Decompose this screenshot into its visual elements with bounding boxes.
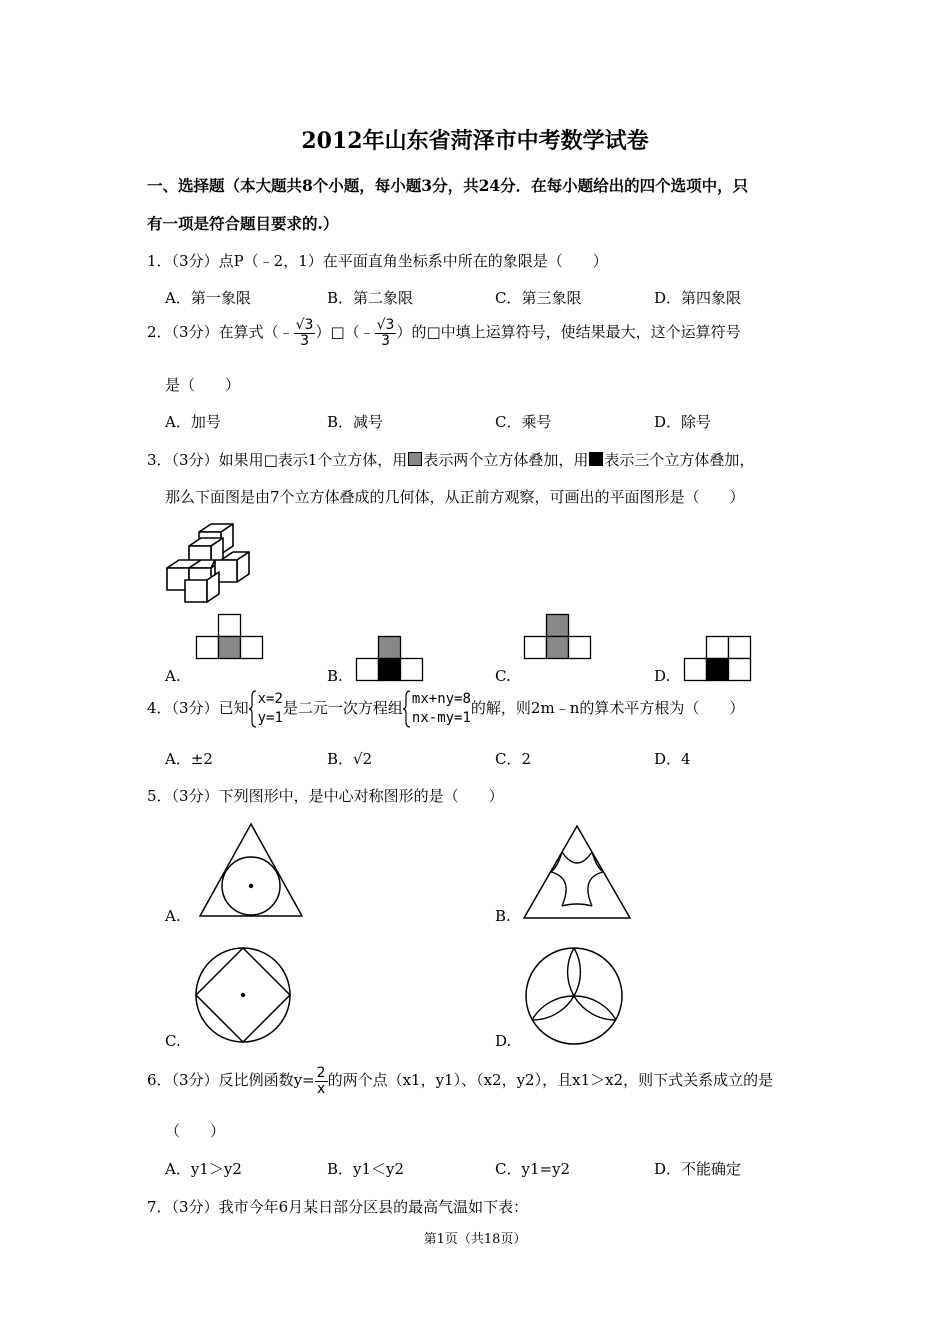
q6-frac-num: 2 [316, 1065, 326, 1081]
q2-stem-line2: 是（ ） [165, 376, 241, 394]
q6-stem-b: 的两个点（x1，y1）、（x2，y2），且x1＞x2，则下式关系成立的是 [327, 1071, 774, 1090]
q2-option-b: B．减号 [327, 413, 384, 431]
q4-sys1-eq2: y=1 [257, 710, 283, 726]
q1-stem: 1．（3分）点P（﹣2，1）在平面直角坐标系中所在的象限是（ ） [147, 252, 608, 270]
q3-cube-solid-figure [165, 522, 255, 604]
section-heading-line1: 一、选择题（本大题共8个小题，每小题3分，共24分．在每小题给出的四个选项中，只 [147, 176, 749, 195]
q2-fraction-2 [375, 318, 397, 348]
q4-option-b: B．√2 [327, 750, 373, 768]
q4-option-c: C．2 [495, 750, 532, 768]
q4-stem [147, 690, 744, 728]
q4-stem-a: 4．（3分）已知 [147, 699, 249, 717]
q5-option-d-figure [524, 946, 624, 1046]
q2-stem-b: ）的□中填上运算符号，使结果最大，这个运算符号 [396, 323, 741, 342]
q6-stem-line2: （ ） [165, 1122, 226, 1140]
q3-stem [147, 449, 754, 470]
q4-sys2-eq2: nx-my=1 [411, 710, 471, 726]
q2-option-c: C．乘号 [495, 413, 552, 431]
q3-option-b-label: B. [327, 667, 343, 685]
q3-option-a-figure [196, 614, 264, 660]
q6-stem [147, 1066, 773, 1096]
q5-option-a-figure [198, 822, 304, 918]
q2-frac1-num: √3 [295, 317, 314, 333]
q2-option-d: D．除号 [654, 413, 712, 431]
q3-stem-b: 表示两个立方体叠加，用 [423, 451, 589, 469]
q6-option-a: A．y1＞y2 [165, 1160, 242, 1178]
q2-frac1-den: 3 [300, 332, 309, 349]
q4-sys1-eq1: x=2 [257, 691, 283, 707]
black-square-icon [589, 452, 603, 466]
page-title: 2012年山东省菏泽市中考数学试卷 [301, 128, 649, 154]
brace-icon [403, 690, 411, 728]
q2-minus-2: ﹣ [359, 323, 375, 342]
q4-system-2 [403, 690, 471, 728]
brace-icon [249, 690, 257, 728]
q1-option-c: C．第三象限 [495, 289, 582, 307]
q6-option-c: C．y1=y2 [495, 1160, 571, 1178]
q1-option-d: D．第四象限 [654, 289, 742, 307]
q2-stem [147, 318, 741, 348]
page-footer: 第1页（共18页） [423, 1232, 527, 1247]
q4-option-d: D．4 [654, 750, 691, 768]
q1-option-b: B．第二象限 [327, 289, 414, 307]
q3-option-c-figure [524, 614, 592, 660]
q3-option-a-label: A. [165, 667, 181, 685]
q5-option-d-label: D. [495, 1032, 512, 1050]
q7-stem: 7．（3分）我市今年6月某日部分区县的最高气温如下表： [147, 1198, 529, 1216]
q2-frac2-den: 3 [381, 332, 391, 349]
q4-option-a: A．±2 [165, 750, 213, 768]
q5-option-b-figure [522, 824, 632, 920]
q1-option-a: A．第一象限 [165, 289, 251, 307]
q4-sys2-eq1: mx+ny=8 [411, 691, 471, 707]
q5-stem: 5．（3分）下列图形中，是中心对称图形的是（ ） [147, 787, 504, 805]
q3-option-d-figure [684, 636, 752, 682]
gray-square-icon [408, 452, 422, 466]
q3-option-c-label: C. [495, 667, 511, 685]
q5-option-c-figure [194, 946, 292, 1044]
q5-option-b-label: B. [495, 907, 511, 925]
q2-minus-1: ﹣ [278, 323, 294, 342]
q4-system-1 [249, 690, 283, 728]
q6-stem-a: 6．（3分）反比例函数y= [147, 1071, 315, 1090]
q2-frac2-num: √3 [376, 317, 395, 333]
q5-option-a-label: A. [165, 907, 181, 925]
q6-option-b: B．y1＜y2 [327, 1160, 405, 1178]
q3-stem-a: 3．（3分）如果用□表示1个立方体，用 [147, 451, 408, 469]
q3-stem-line2: 那么下面图是由7个立方体叠成的几何体，从正前方观察，可画出的平面图形是（ ） [165, 488, 745, 506]
q2-fraction-1 [294, 318, 316, 348]
q4-stem-c: 的解，则2m﹣n的算术平方根为（ ） [470, 699, 745, 717]
q6-frac-den: x [316, 1080, 326, 1097]
q2-stem-a: 2．（3分）在算式（ [147, 323, 279, 342]
q6-option-d: D．不能确定 [654, 1160, 742, 1178]
q3-stem-c: 表示三个立方体叠加， [604, 451, 755, 469]
q2-stem-mid: ）□（ [315, 323, 360, 342]
q4-stem-b: 是二元一次方程组 [282, 699, 403, 717]
q6-fraction [315, 1066, 328, 1096]
q2-option-a: A．加号 [165, 413, 221, 431]
q3-option-d-label: D. [654, 667, 671, 685]
q3-option-b-figure [356, 636, 424, 682]
section-heading-line2: 有一项是符合题目要求的.） [147, 214, 339, 233]
q5-option-c-label: C. [165, 1032, 181, 1050]
